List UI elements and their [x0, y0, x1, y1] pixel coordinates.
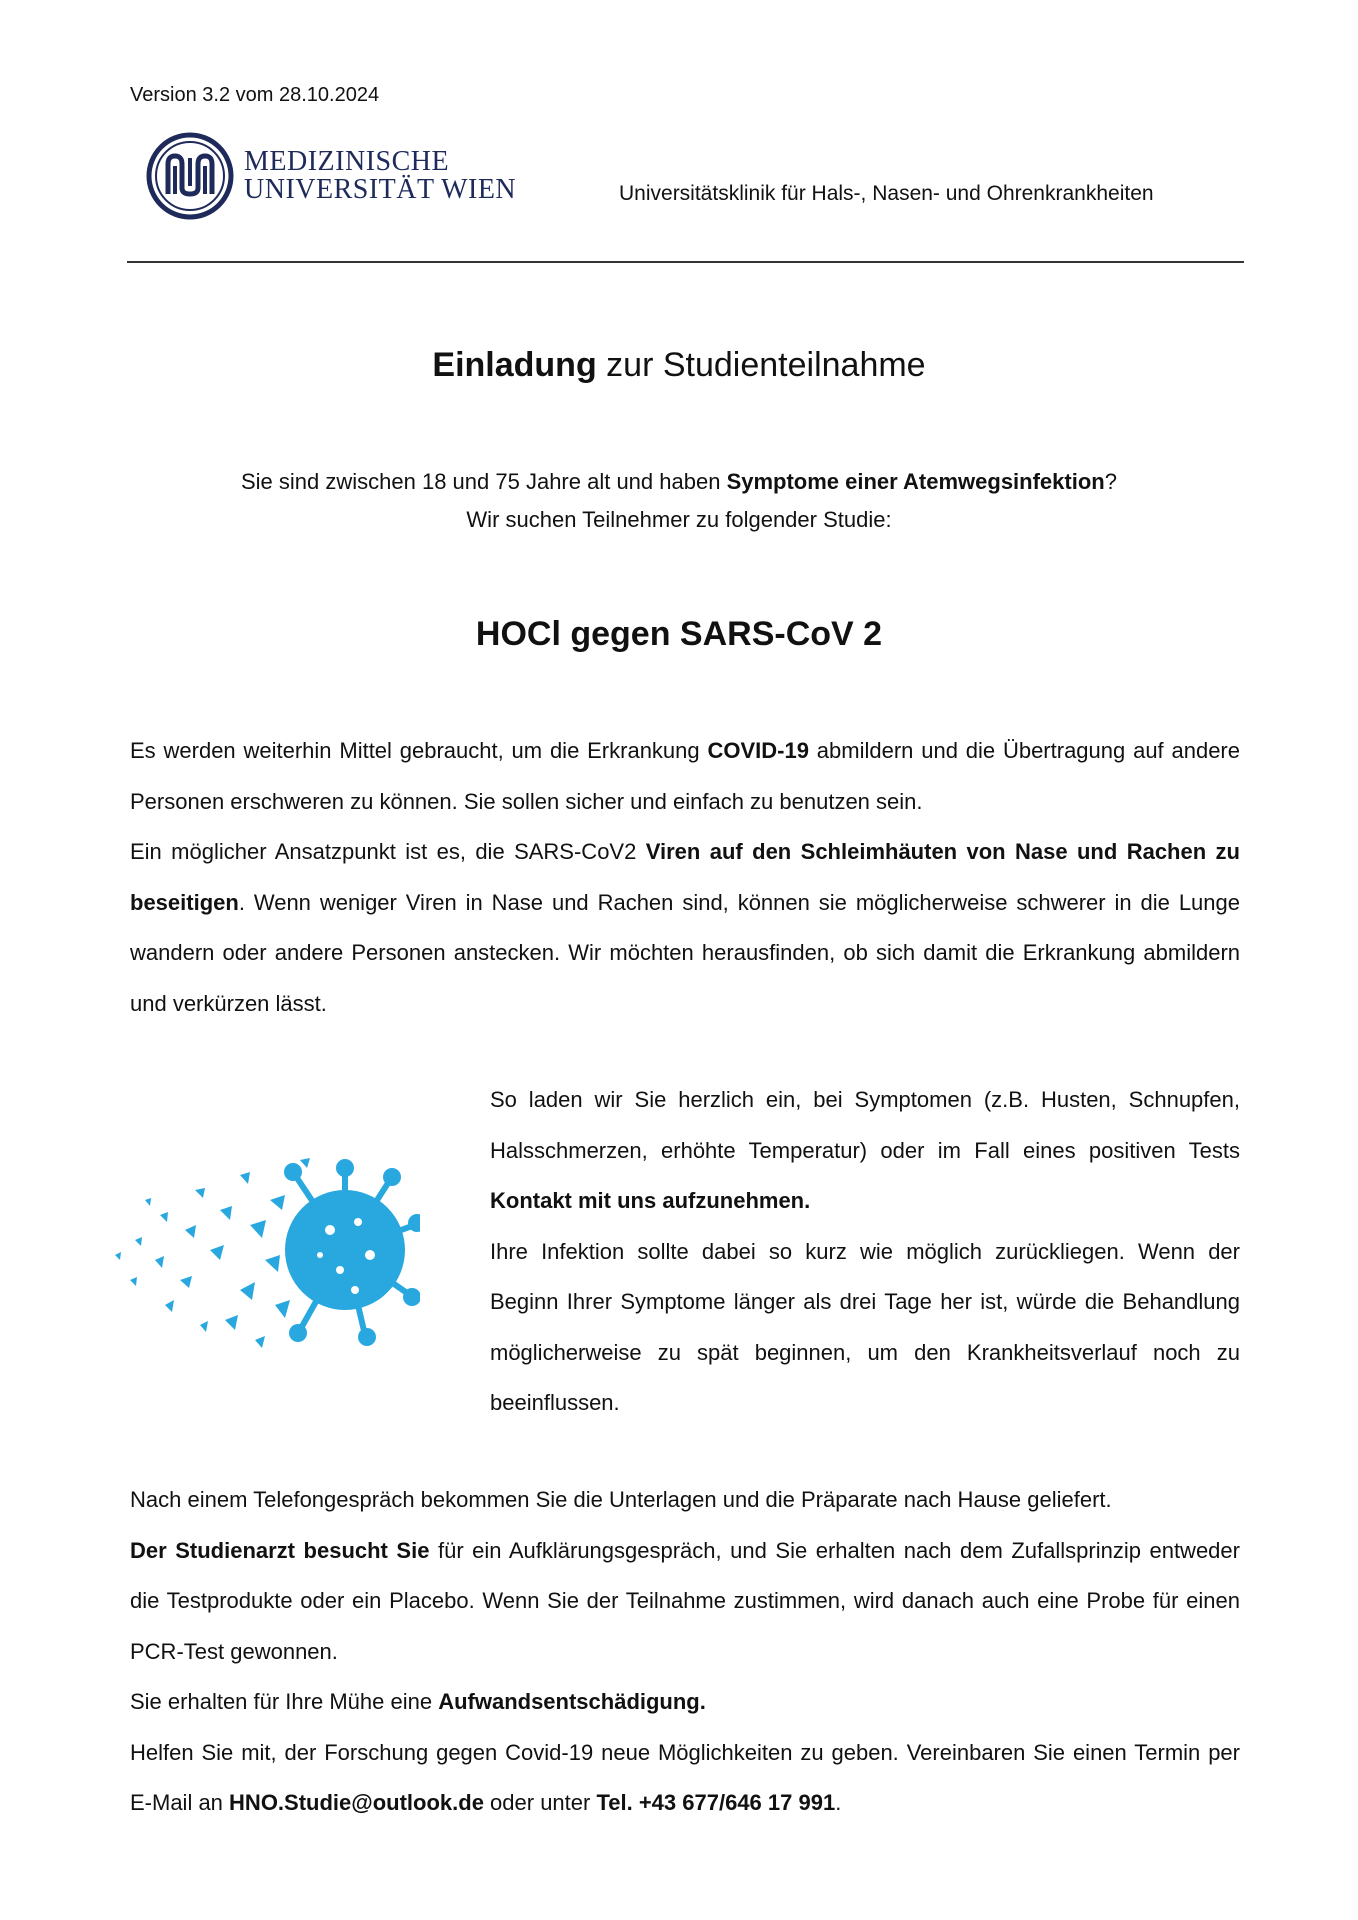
intro-line-2: Wir suchen Teilnehmer zu folgender Studie:: [466, 507, 892, 532]
coronavirus-illustration-icon: [100, 1130, 420, 1370]
intro-line1-bold: Symptome einer Atemwegsinfektion: [726, 469, 1105, 494]
p1-text-4: . Wenn weniger Viren in Nase und Rachen sind, können sie möglicherweise schwerer in die Lunge wandern oder andere Personen anstecken. Wir möchten herausfinden, ob sich damit die Erkrankung abmildern und verkürzen lässt.: [130, 889, 1240, 1016]
intro-text: [0, 463, 1358, 539]
paragraph-purpose: [130, 726, 1240, 1029]
intro-line1-text: Sie sind zwischen 18 und 75 Jahre alt und haben: [241, 469, 727, 494]
p3-bold-2: Aufwandsentschädigung.: [438, 1689, 706, 1714]
version-label: Version 3.2 vom 28.10.2024: [130, 84, 380, 106]
logo-line-2: UNIVERSITÄT WIEN: [244, 174, 517, 205]
contact-phone[interactable]: Tel. +43 677/646 17 991: [596, 1790, 836, 1815]
intro-line-1: [0, 463, 1358, 501]
p1-text-1: Es werden weiterhin Mittel gebraucht, um die Erkrankung: [130, 738, 708, 763]
department-label: Universitätsklinik für Hals-, Nasen- und Ohrenkrankheiten: [619, 182, 1154, 205]
logo-emblem-icon: [146, 132, 234, 220]
p3-text-4: Helfen Sie mit, der Forschung gegen Covid-19 neue Möglichkeiten zu geben. Vereinbaren Sie einen Termin per E-Mail an: [130, 1739, 1240, 1815]
title-bold: Einladung: [432, 346, 597, 384]
contact-email[interactable]: HNO.Studie@outlook.de: [229, 1790, 484, 1815]
p3-text-3: Sie erhalten für Ihre Mühe eine: [130, 1689, 439, 1714]
p3-bold-1: Der Studienarzt besucht Sie: [130, 1537, 430, 1563]
p1-text-3: Ein möglicher Ansatzpunkt ist es, die SARS-CoV2: [130, 839, 646, 864]
p2-text-2: Ihre Infektion sollte dabei so kurz wie möglich zurückliegen. Wenn der Beginn Ihrer Symptome länger als drei Tage her ist, würde die Behandlung möglicherweise zu spät beginnen, um den Krankheitsverlauf noch zu beeinflussen.: [490, 1238, 1240, 1415]
title-rest: zur Studienteilnahme: [596, 346, 926, 384]
p1-text-2: abmildern und die Übertragung auf andere Personen erschweren zu können. Sie sollen sicher und einfach zu benutzen sein.: [130, 738, 1240, 814]
header-divider: [127, 261, 1244, 263]
paragraph-invitation: [490, 1075, 1240, 1429]
p2-text-1: So laden wir Sie herzlich ein, bei Symptomen (z.B. Husten, Schnupfen, Halsschmerzen, erhöhte Temperatur) oder im Fall eines positiven Tests: [490, 1087, 1240, 1163]
paragraph-procedure: [130, 1475, 1240, 1829]
p3-text-6: .: [835, 1790, 842, 1815]
p3-text-2: für ein Aufklärungsgespräch, und Sie erhalten nach dem Zufallsprinzip entweder die Testprodukte oder ein Placebo. Wenn Sie der Teilnahme zustimmen, wird danach auch eine Probe für einen PCR-Test gewonnen.: [130, 1537, 1240, 1664]
page-title: [0, 346, 1358, 385]
p1-bold-2: Viren auf den Schleimhäuten von Nase und Rachen zu beseitigen: [130, 839, 1240, 915]
p3-text-1: Nach einem Telefongespräch bekommen Sie die Unterlagen und die Präparate nach Hause geliefert.: [130, 1487, 1112, 1512]
logo-line-1: MEDIZINISCHE: [244, 146, 450, 177]
p2-bold-1: Kontakt mit uns aufzunehmen.: [490, 1188, 811, 1213]
meduni-wien-logo: [146, 132, 516, 220]
study-title: HOCl gegen SARS-CoV 2: [475, 615, 883, 653]
p1-bold-1: COVID-19: [707, 738, 809, 763]
p3-text-5: oder unter: [483, 1790, 597, 1815]
intro-line1-end: ?: [1104, 469, 1117, 494]
